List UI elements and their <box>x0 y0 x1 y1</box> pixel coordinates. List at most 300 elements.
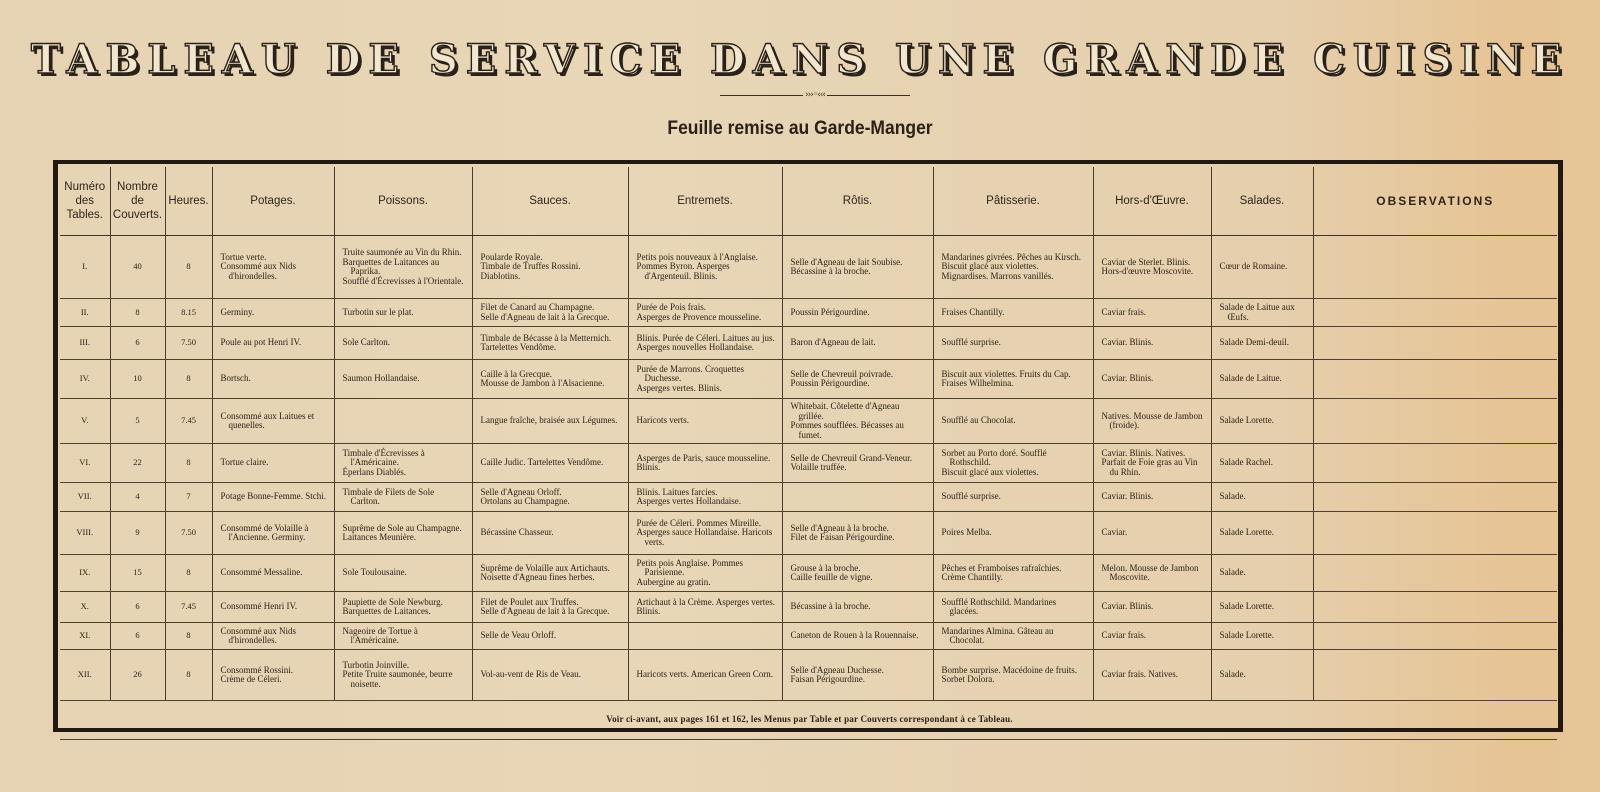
col-header-potages: Potages. <box>212 167 334 236</box>
hors-doeuvre-cell <box>1093 299 1211 327</box>
potages-cell <box>212 327 334 360</box>
covers-count-cell: 6 <box>110 592 165 623</box>
table-number-cell: III. <box>60 327 110 360</box>
table-number-cell: XII. <box>60 650 110 701</box>
poissons-cell <box>334 512 472 555</box>
col-header-covers: Nombre de Couverts. <box>110 167 165 236</box>
covers-count-cell: 4 <box>110 483 165 512</box>
dish-item: Mandarines Almina. Gâteau au Chocolat. <box>941 625 1054 645</box>
table-row <box>60 555 1557 592</box>
dish-item: Turbotin sur le plat. <box>342 306 414 317</box>
poissons-cell <box>334 555 472 592</box>
table-row <box>60 327 1557 360</box>
observations-cell <box>1313 444 1557 483</box>
dish-item: Asperges vertes Hollandaise. <box>636 496 742 506</box>
dish-item: Selle d'Agneau de lait Soubise. <box>790 256 903 267</box>
dish-item: Soufflé d'Écrevisses à l'Orientale. <box>342 275 464 286</box>
covers-count-cell: 26 <box>110 650 165 701</box>
dish-item: Paupiette de Sole Newburg. <box>342 596 443 607</box>
dish-item: Filet de Faisan Périgourdine. <box>790 532 895 542</box>
covers-count-cell: 8 <box>110 299 165 327</box>
sauces-cell <box>472 360 628 399</box>
dish-item: Truite saumonée au Vin du Rhin. <box>342 247 462 257</box>
dish-item: Mandarines givrées. Pêches au Kirsch. <box>941 251 1081 262</box>
document-subtitle: Feuille remise au Garde-Manger <box>667 118 933 139</box>
dish-item: Poussin Périgourdine. <box>790 378 870 388</box>
dish-item: Selle d'Agneau de lait à la Grecque. <box>480 606 610 616</box>
hors-doeuvre-cell <box>1093 592 1211 623</box>
dish-item: Caviar. Blinis. <box>1101 601 1154 612</box>
dish-item: Caviar. Blinis. <box>1101 373 1154 384</box>
dish-item: Timbale de Bécasse à la Metternich. <box>480 332 612 343</box>
potages-cell <box>212 592 334 623</box>
dish-item: Caviar frais. Natives. <box>1101 669 1178 680</box>
poissons-cell <box>334 399 472 444</box>
hors-doeuvre-cell <box>1093 555 1211 592</box>
footer-note: Voir ci-avant, aux pages 161 et 162, les Menus par Table et par Couverts correspondant à ce Tableau. <box>60 701 1557 740</box>
dish-item: Fraises Chantilly. <box>941 306 1005 317</box>
dish-item: Bécassine à la broche. <box>790 266 871 276</box>
dish-item: Salade Lorette. <box>1219 527 1274 538</box>
poissons-cell <box>334 236 472 299</box>
observations-cell <box>1313 483 1557 512</box>
rotis-cell <box>782 360 933 399</box>
patisserie-cell <box>933 592 1093 623</box>
dish-item: Melon. Mousse de Jambon Moscovite. <box>1101 562 1199 582</box>
dish-item: Suprême de Volaille aux Artichauts. <box>480 562 610 573</box>
dish-item: Barquettes de Laitances. <box>342 606 431 616</box>
dish-item: Soufflé surprise. <box>941 491 1001 502</box>
table-row <box>60 483 1557 512</box>
dish-item: Caviar frais. <box>1101 630 1146 641</box>
potages-cell <box>212 555 334 592</box>
dish-item: Volaille truffée. <box>790 462 847 472</box>
patisserie-cell <box>933 327 1093 360</box>
poissons-cell <box>334 592 472 623</box>
dish-item: Caneton de Rouen à la Rouennaise. <box>790 630 919 641</box>
ornament-rule-left <box>720 95 803 96</box>
dish-item: Baron d'Agneau de lait. <box>790 337 876 348</box>
patisserie-cell <box>933 650 1093 701</box>
rotis-cell <box>782 650 933 701</box>
poissons-cell <box>334 483 472 512</box>
dish-item: Noisette d'Agneau fines herbes. <box>480 572 595 582</box>
poissons-cell <box>334 299 472 327</box>
dish-item: Éperlans Diablés. <box>342 466 406 477</box>
hors-doeuvre-cell <box>1093 236 1211 299</box>
service-hour-cell: 7.45 <box>165 592 212 623</box>
potages-cell <box>212 360 334 399</box>
dish-item: Timbale d'Écrevisses à l'Américaine. <box>342 447 425 468</box>
dish-item: Whitebait. Côtelette d'Agneau grillée. <box>790 401 900 421</box>
potages-cell <box>212 444 334 483</box>
dish-item: Asperges de Provence mousseline. <box>636 311 762 322</box>
sauces-cell <box>472 623 628 650</box>
col-header-patisserie: Pâtisserie. <box>933 167 1093 236</box>
dish-item: Langue fraîche, braisée aux Légumes. <box>480 415 618 426</box>
table-number-cell: VIII. <box>60 512 110 555</box>
dish-item: Asperges nouvelles Hollandaise. <box>636 342 755 352</box>
service-hour-cell: 8.15 <box>165 299 212 327</box>
dish-item: Nageoire de Tortue à l'Américaine. <box>342 625 418 645</box>
patisserie-cell <box>933 360 1093 399</box>
rotis-cell <box>782 483 933 512</box>
sauces-cell <box>472 512 628 555</box>
rotis-cell <box>782 555 933 592</box>
observations-cell <box>1313 623 1557 650</box>
dish-item: Saumon Hollandaise. <box>342 373 420 384</box>
salades-cell <box>1211 483 1313 512</box>
patisserie-cell <box>933 236 1093 299</box>
covers-count-cell: 10 <box>110 360 165 399</box>
potages-cell <box>212 399 334 444</box>
rotis-cell <box>782 512 933 555</box>
table-row <box>60 444 1557 483</box>
salades-cell <box>1211 592 1313 623</box>
dish-item: Germiny. <box>220 306 255 317</box>
dish-item: Biscuit glacé aux violettes. <box>941 466 1039 477</box>
table-number-cell: IV. <box>60 360 110 399</box>
rotis-cell <box>782 299 933 327</box>
observations-cell <box>1313 327 1557 360</box>
table-row <box>60 512 1557 555</box>
sauces-cell <box>472 592 628 623</box>
dish-item: Consommé Messaline. <box>220 567 303 578</box>
covers-count-cell: 22 <box>110 444 165 483</box>
hors-doeuvre-cell <box>1093 360 1211 399</box>
table-number-cell: I. <box>60 236 110 299</box>
potages-cell <box>212 299 334 327</box>
entremets-cell <box>628 650 782 701</box>
table-number-cell: IX. <box>60 555 110 592</box>
observations-cell <box>1313 555 1557 592</box>
dish-item: Filet de Canard au Champagne. <box>480 302 595 312</box>
dish-item: Consommé aux Nids d'hirondelles. <box>220 625 296 645</box>
patisserie-cell <box>933 483 1093 512</box>
salades-cell <box>1211 399 1313 444</box>
table-row <box>60 299 1557 327</box>
dish-item: Sole Toulousaine. <box>342 567 407 578</box>
table-number-cell: XI. <box>60 623 110 650</box>
sauces-cell <box>472 650 628 701</box>
patisserie-cell <box>933 555 1093 592</box>
dish-item: Fraises Wilhelmina. <box>941 378 1014 388</box>
dish-item: Biscuit aux violettes. Fruits du Cap. <box>941 368 1071 379</box>
dish-item: Caille Judic. Tartelettes Vendôme. <box>480 457 604 468</box>
table-number-cell: II. <box>60 299 110 327</box>
patisserie-cell <box>933 399 1093 444</box>
dish-item: Caviar. Blinis. <box>1101 337 1154 348</box>
sauces-cell <box>472 327 628 360</box>
covers-count-cell: 6 <box>110 327 165 360</box>
dish-item: Caille feuille de vigne. <box>790 572 873 582</box>
hors-doeuvre-cell <box>1093 399 1211 444</box>
dish-item: Natives. Mousse de Jambon (froide). <box>1101 410 1203 430</box>
sauces-cell <box>472 299 628 327</box>
dish-item: Soufflé au Chocolat. <box>941 415 1016 426</box>
dish-item: Salade de Laitue aux Œufs. <box>1219 302 1295 322</box>
covers-count-cell: 5 <box>110 399 165 444</box>
document-title: TABLEAU DE SERVICE DANS UNE GRANDE CUISINE <box>30 36 1570 83</box>
dish-item: Bécassine à la broche. <box>790 601 871 612</box>
dish-item: Soufflé surprise. <box>941 337 1001 348</box>
hors-doeuvre-cell <box>1093 650 1211 701</box>
col-header-entremets: Entremets. <box>628 167 782 236</box>
dish-item: Pommes soufflées. Bécasses au fumet. <box>790 420 904 440</box>
dish-item: Selle de Veau Orloff. <box>480 630 557 641</box>
dish-item: Ortolans au Champagne. <box>480 496 570 506</box>
patisserie-cell <box>933 444 1093 483</box>
salades-cell <box>1211 444 1313 483</box>
dish-item: Selle d'Agneau de lait à la Grecque. <box>480 311 610 322</box>
potages-cell <box>212 483 334 512</box>
salades-cell <box>1211 555 1313 592</box>
dish-item: Salade Lorette. <box>1219 415 1274 426</box>
dish-item: Haricots verts. American Green Corn. <box>636 669 773 680</box>
col-header-sauces: Sauces. <box>472 167 628 236</box>
dish-item: Salade Demi-deuil. <box>1219 337 1289 348</box>
dish-item: Vol-au-vent de Ris de Veau. <box>480 669 581 680</box>
poissons-cell <box>334 444 472 483</box>
poissons-cell <box>334 650 472 701</box>
dish-item: Caviar. Blinis. <box>1101 491 1154 502</box>
observations-cell <box>1313 236 1557 299</box>
potages-cell <box>212 623 334 650</box>
header-row <box>60 167 1557 236</box>
dish-item: Crème Chantilly. <box>941 572 1003 582</box>
service-hour-cell: 8 <box>165 623 212 650</box>
hors-doeuvre-cell <box>1093 327 1211 360</box>
dish-item: Selle d'Agneau à la broche. <box>790 522 889 533</box>
col-header-hours: Heures. <box>165 167 212 236</box>
dish-item: Selle de Chevreuil Grand-Veneur. <box>790 452 912 463</box>
table-number-cell: VII. <box>60 483 110 512</box>
rotis-cell <box>782 444 933 483</box>
dish-item: Asperges vertes. Blinis. <box>636 382 722 393</box>
dish-item: Barquettes de Laitances au Paprika. <box>342 256 440 276</box>
dish-item: Turbotin Joinville. <box>342 659 410 670</box>
entremets-cell <box>628 327 782 360</box>
dish-item: Consommé aux Nids d'hirondelles. <box>220 261 296 281</box>
hors-doeuvre-cell <box>1093 483 1211 512</box>
dish-item: Bortsch. <box>220 373 251 384</box>
patisserie-cell <box>933 512 1093 555</box>
rotis-cell <box>782 592 933 623</box>
entremets-cell <box>628 555 782 592</box>
table-row <box>60 650 1557 701</box>
dish-item: Salade de Laitue. <box>1219 373 1282 384</box>
dish-item: Caviar. <box>1101 527 1128 538</box>
salades-cell <box>1211 623 1313 650</box>
dish-item: Blinis. Laitues farcies. <box>636 486 718 497</box>
patisserie-cell <box>933 623 1093 650</box>
poissons-cell <box>334 327 472 360</box>
salades-cell <box>1211 236 1313 299</box>
rotis-cell <box>782 327 933 360</box>
dish-item: Purée de Céleri. Pommes Mireille. <box>636 517 761 528</box>
entremets-cell <box>628 623 782 650</box>
dish-item: Asperges sauce Hollandaise. Haricots verts. <box>636 527 773 547</box>
service-hour-cell: 8 <box>165 555 212 592</box>
dish-item: Salade Lorette. <box>1219 630 1274 641</box>
table-row <box>60 236 1557 299</box>
dish-item: Laitances Meunière. <box>342 532 416 542</box>
dish-item: Consommé aux Laitues et quenelles. <box>220 410 315 430</box>
dish-item: Tartelettes Vendôme. <box>480 342 557 352</box>
dish-item: Caille à la Grecque. <box>480 368 552 379</box>
sauces-cell <box>472 444 628 483</box>
poissons-cell <box>334 623 472 650</box>
col-header-observations: OBSERVATIONS <box>1313 167 1557 236</box>
potages-cell <box>212 236 334 299</box>
dish-item: Salade. <box>1219 669 1246 680</box>
service-hour-cell: 7.50 <box>165 512 212 555</box>
dish-item: Petits pois Anglaise. Pommes Parisienne. <box>636 557 744 578</box>
covers-count-cell: 15 <box>110 555 165 592</box>
observations-cell <box>1313 592 1557 623</box>
table-row <box>60 399 1557 444</box>
dish-item: Consommé de Volaille à l'Ancienne. Germiny. <box>220 522 309 542</box>
dish-item: Purée de Pois frais. <box>636 302 706 312</box>
observations-cell <box>1313 299 1557 327</box>
dish-item: Timbale de Truffes Rossini. <box>480 261 581 272</box>
service-hour-cell: 8 <box>165 650 212 701</box>
dish-item: Suprême de Sole au Champagne. <box>342 522 462 533</box>
patisserie-cell <box>933 299 1093 327</box>
dish-item: Pommes Byron. Asperges d'Argenteuil. Blinis. <box>636 261 730 281</box>
dish-item: Haricots verts. <box>636 415 689 426</box>
col-header-rotis: Rôtis. <box>782 167 933 236</box>
service-table <box>60 167 1557 740</box>
potages-cell <box>212 512 334 555</box>
salades-cell <box>1211 360 1313 399</box>
service-hour-cell: 7 <box>165 483 212 512</box>
sauces-cell <box>472 483 628 512</box>
entremets-cell <box>628 399 782 444</box>
dish-item: Timbale de Filets de Sole Carlton. <box>342 486 435 506</box>
service-hour-cell: 8 <box>165 360 212 399</box>
dish-item: Selle de Chevreuil poivrade. <box>790 368 893 379</box>
dish-item: Blinis. <box>636 462 661 472</box>
dish-item: Filet de Poulet aux Truffes. <box>480 596 579 607</box>
dish-item: Tortue claire. <box>220 457 269 468</box>
table-number-cell: V. <box>60 399 110 444</box>
sauces-cell <box>472 555 628 592</box>
hors-doeuvre-cell <box>1093 623 1211 650</box>
ornament-rule-right <box>827 95 910 96</box>
entremets-cell <box>628 592 782 623</box>
col-header-table-number: Numéro des Tables. <box>60 167 110 236</box>
dish-item: Sole Carlton. <box>342 337 390 348</box>
dish-item: Bécassine Chasseur. <box>480 527 554 538</box>
service-hour-cell: 7.45 <box>165 399 212 444</box>
dish-item: Mousse de Jambon à l'Alsacienne. <box>480 378 605 388</box>
entremets-cell <box>628 444 782 483</box>
salades-cell <box>1211 512 1313 555</box>
dish-item: Poussin Périgourdine. <box>790 306 870 317</box>
dish-item: Petits pois nouveaux à l'Anglaise. <box>636 251 758 262</box>
entremets-cell <box>628 360 782 399</box>
rotis-cell <box>782 399 933 444</box>
table-number-cell: VI. <box>60 444 110 483</box>
salades-cell <box>1211 650 1313 701</box>
dish-item: Parfait de Foie gras au Vin du Rhin. <box>1101 457 1198 477</box>
rotis-cell <box>782 623 933 650</box>
hors-doeuvre-cell <box>1093 444 1211 483</box>
potages-cell <box>212 650 334 701</box>
dish-item: Biscuit glacé aux violettes. <box>941 261 1039 272</box>
salades-cell <box>1211 299 1313 327</box>
dish-item: Grouse à la broche. <box>790 562 861 573</box>
dish-item: Salade. <box>1219 567 1246 578</box>
observations-cell <box>1313 360 1557 399</box>
title-ornament <box>720 90 910 100</box>
covers-count-cell: 6 <box>110 623 165 650</box>
dish-item: Diablotins. <box>480 270 521 281</box>
observations-cell <box>1313 512 1557 555</box>
dish-item: Mignardises. Marrons vanillés. <box>941 270 1054 281</box>
sauces-cell <box>472 236 628 299</box>
dish-item: Caviar. Blinis. Natives. <box>1101 447 1186 458</box>
col-header-poissons: Poissons. <box>334 167 472 236</box>
footer-row <box>60 701 1557 740</box>
sauces-cell <box>472 399 628 444</box>
dish-item: Caviar de Sterlet. Blinis. <box>1101 256 1191 267</box>
table-row <box>60 623 1557 650</box>
entremets-cell <box>628 236 782 299</box>
dish-item: Salade Rachel. <box>1219 457 1273 468</box>
dish-item: Purée de Marrons. Croquettes Duchesse. <box>636 363 744 384</box>
service-hour-cell: 8 <box>165 444 212 483</box>
covers-count-cell: 40 <box>110 236 165 299</box>
observations-cell <box>1313 399 1557 444</box>
dish-item: Aubergine au gratin. <box>636 576 711 587</box>
dish-item: Artichaut à la Crème. Asperges vertes. <box>636 596 776 607</box>
dish-item: Tortue verte. <box>220 251 267 262</box>
observations-cell <box>1313 650 1557 701</box>
covers-count-cell: 9 <box>110 512 165 555</box>
entremets-cell <box>628 299 782 327</box>
service-hour-cell: 7.50 <box>165 327 212 360</box>
entremets-cell <box>628 483 782 512</box>
dish-item: Soufflé Rothschild. Mandarines glacées. <box>941 596 1057 616</box>
dish-item: Caviar frais. <box>1101 306 1146 317</box>
table-row <box>60 360 1557 399</box>
salades-cell <box>1211 327 1313 360</box>
col-header-hors-doeuvre: Hors-d'Œuvre. <box>1093 167 1211 236</box>
dish-item: Bombe surprise. Macédoine de fruits. <box>941 664 1077 675</box>
hors-doeuvre-cell <box>1093 512 1211 555</box>
dish-item: Consommé Henri IV. <box>220 601 298 612</box>
dish-item: Pêches et Framboises rafraîchies. <box>941 562 1062 573</box>
dish-item: Faisan Périgourdine. <box>790 674 865 684</box>
dish-item: Cœur de Romaine. <box>1219 261 1288 272</box>
dish-item: Crème de Céleri. <box>220 674 282 684</box>
service-hour-cell: 8 <box>165 236 212 299</box>
col-header-salades: Salades. <box>1211 167 1313 236</box>
dish-item: Selle d'Agneau Orloff. <box>480 486 562 497</box>
dish-item: Hors-d'œuvre Moscovite. <box>1101 266 1194 276</box>
dish-item: Consommé Rossini. <box>220 664 294 675</box>
dish-item: Sorbet au Porto doré. Soufflé Rothschild. <box>941 447 1047 468</box>
table-row <box>60 592 1557 623</box>
dish-item: Poires Melba. <box>941 527 992 538</box>
dish-item: Selle d'Agneau Duchesse. <box>790 664 884 675</box>
poissons-cell <box>334 360 472 399</box>
dish-item: Sorbet Dolora. <box>941 674 995 684</box>
dish-item: Petite Truite saumonée, beurre noisette. <box>342 669 453 689</box>
entremets-cell <box>628 512 782 555</box>
